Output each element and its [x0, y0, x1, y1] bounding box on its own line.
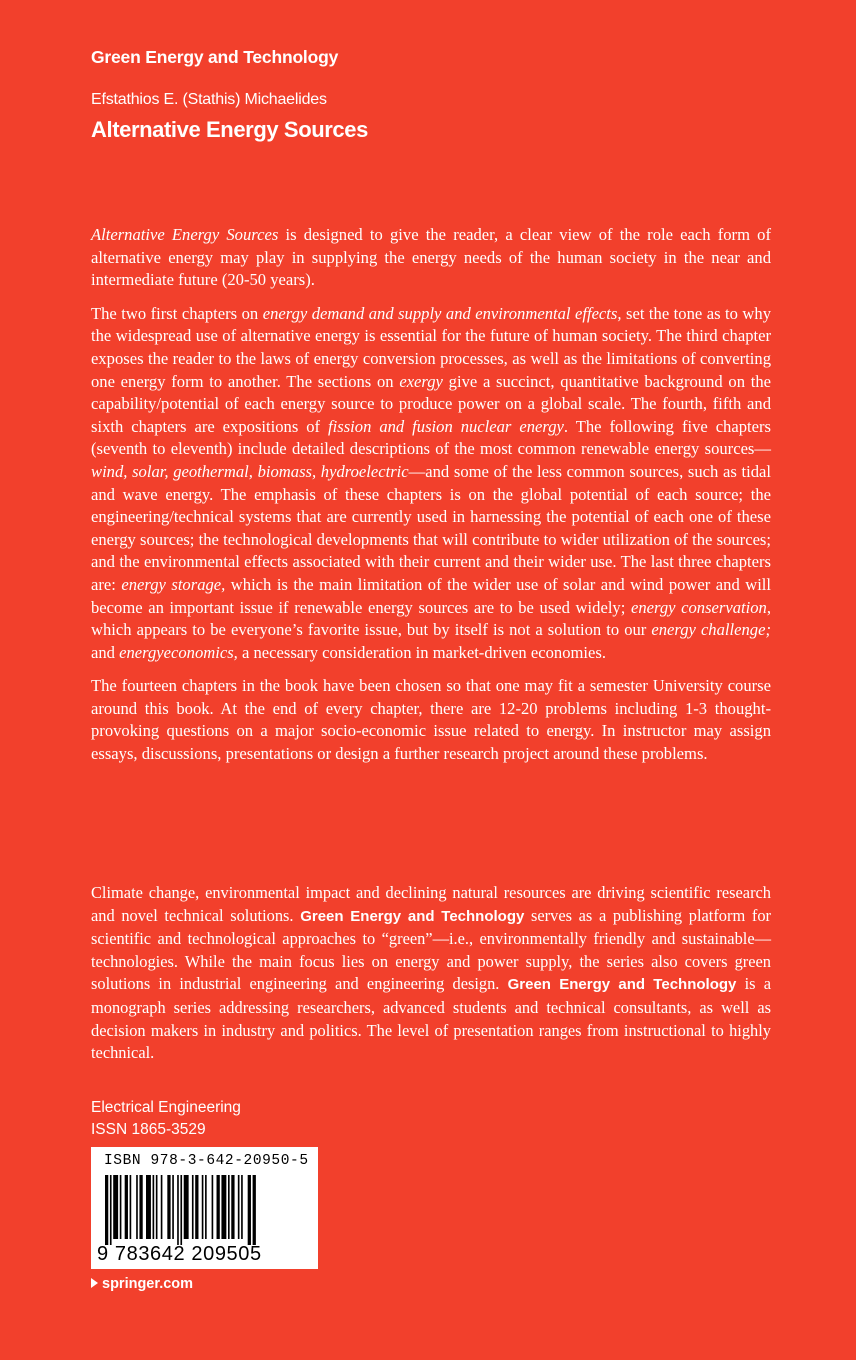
- series-label: Green Energy and Technology: [91, 47, 339, 67]
- series-name-bold: Green Energy and Technology: [507, 976, 737, 994]
- barcode-bars-icon: [101, 1175, 308, 1245]
- barcode-bar: [113, 1175, 118, 1239]
- isbn-label: ISBN 978-3-642-20950-5: [104, 1153, 309, 1169]
- barcode-bar: [139, 1175, 142, 1239]
- barcode-bar: [120, 1175, 122, 1239]
- barcode-bar: [156, 1175, 158, 1239]
- italic-span: wind, solar, geothermal, biomass, hydroelectric: [91, 461, 409, 481]
- barcode-bar: [153, 1175, 155, 1239]
- barcode-bar: [161, 1175, 163, 1239]
- barcode-bar: [146, 1175, 151, 1239]
- italic-span: energyeconomics,: [119, 642, 238, 662]
- barcode-bar: [202, 1175, 204, 1239]
- description-paragraph-2: [91, 303, 771, 665]
- text-span: and: [91, 642, 120, 662]
- barcode-bar: [195, 1175, 198, 1239]
- italic-span: energy storage,: [121, 574, 226, 594]
- italic-span: energy challenge;: [651, 620, 771, 640]
- series-paragraph: [91, 882, 771, 1065]
- author-name: Efstathios E. (Stathis) Michaelides: [91, 91, 327, 108]
- text-span: , which appears to be everyone’s favorite issue, but by itself is not a solution to our: [91, 597, 771, 640]
- series-name-bold: Green Energy and Technology: [300, 907, 525, 925]
- barcode-bar: [180, 1175, 182, 1245]
- springer-link[interactable]: [91, 1276, 193, 1292]
- text-span: give a succinct, quantitative background on the capability/potential of each energy source to produce power on a global scale. The fourth, fifth and sixth chapters are expositions of: [91, 371, 772, 436]
- barcode-bar: [205, 1175, 207, 1239]
- text-span: serves as a publishing platform for scientific and technological approaches to “green”—i.e., environmentally friendly and sustainable—technologies. While the main focus lies on energy and power supply, the series also covers green solutions in industrial engineering and engineering design.: [91, 905, 771, 994]
- italic-title: Alternative Energy Sources: [91, 225, 279, 244]
- italic-span: fission and fusion nuclear energy: [328, 416, 564, 436]
- text-span: is designed to give the reader, a clear view of the role each form of alternative energy may play in supplying the energy needs of the human society in the near and intermediate future (20-50 years).: [91, 225, 771, 290]
- text-span: which is the main limitation of the wider use of solar and wind power and will become an important issue if renewable energy sources are to be used widely;: [91, 574, 772, 617]
- barcode-bar: [248, 1175, 251, 1245]
- barcode-bar: [192, 1175, 194, 1239]
- subject-category: Electrical Engineering: [91, 1099, 241, 1116]
- italic-span: energy demand and supply and environmental effects,: [262, 303, 622, 323]
- barcode-bar: [125, 1175, 128, 1239]
- book-title: Alternative Energy Sources: [91, 117, 368, 142]
- series-description: [91, 882, 771, 1076]
- text-span: set the tone as to why the widespread use of alternative energy is essential for the future of human society. The third chapter exposes the reader to the laws of energy conversion processes, as well as the limitations of converting one energy form to another. The sections on: [91, 303, 771, 391]
- barcode-digits: 9 783642 209505: [97, 1243, 262, 1265]
- text-span: —and some of the less common sources, such as tidal and wave energy. The emphasis of these chapters is on the global potential of each source; the engineering/technical systems that are currently used in harnessing the potential of each one of these energy sources; the technological developments that will contribute to wider utilization of the sources; and the environmental effects associated with their current and their wider use. The last three chapters are:: [91, 461, 771, 594]
- text-span: is a monograph series addressing researchers, advanced students and technical consultants, as well as decision makers in industry and politics. The level of presentation ranges from instructional to highly technical.: [91, 974, 771, 1063]
- isbn-barcode: [91, 1147, 318, 1269]
- barcode-bar: [184, 1175, 189, 1239]
- barcode-bar: [136, 1175, 138, 1239]
- barcode-bar: [105, 1175, 108, 1245]
- barcode-bar: [241, 1175, 243, 1239]
- book-description: [91, 224, 771, 777]
- barcode-bar: [110, 1175, 112, 1245]
- text-span: . The following five chapters (seventh to eleventh) include detailed descriptions of the most common renewable energy sources—: [91, 416, 771, 459]
- barcode-bar: [228, 1175, 230, 1239]
- barcode-bar: [212, 1175, 214, 1239]
- italic-span: exergy: [399, 371, 443, 391]
- barcode-bar: [253, 1175, 256, 1245]
- italic-span: energy conservation: [630, 597, 767, 617]
- barcode-bar: [231, 1175, 234, 1239]
- description-paragraph-3: The fourteen chapters in the book have been chosen so that one may fit a semester University course around this book. At the end of every chapter, there are 12-20 problems including 1-3 thought-provoking questions on a major socio-economic issue related to energy. In instructor may assign essays, discussions, presentations or design a further research project around these problems.: [91, 676, 771, 764]
- text-span: a necessary consideration in market-driven economies.: [237, 642, 606, 662]
- barcode-bar: [130, 1175, 132, 1239]
- subject-info: [91, 1097, 241, 1141]
- arrow-right-icon: [91, 1278, 98, 1288]
- barcode-bar: [238, 1175, 240, 1239]
- text-span: The two first chapters on: [91, 303, 263, 323]
- barcode-bar: [177, 1175, 179, 1245]
- springer-link-label: springer.com: [102, 1276, 194, 1292]
- barcode-bar: [217, 1175, 220, 1239]
- description-paragraph-1: [91, 224, 771, 292]
- issn-number: ISSN 1865-3529: [91, 1121, 206, 1138]
- text-span: Climate change, environmental impact and declining natural resources are driving scientific research and novel technical solutions.: [91, 883, 771, 925]
- barcode-bar: [172, 1175, 174, 1239]
- barcode-bar: [167, 1175, 170, 1239]
- barcode-bar: [221, 1175, 226, 1239]
